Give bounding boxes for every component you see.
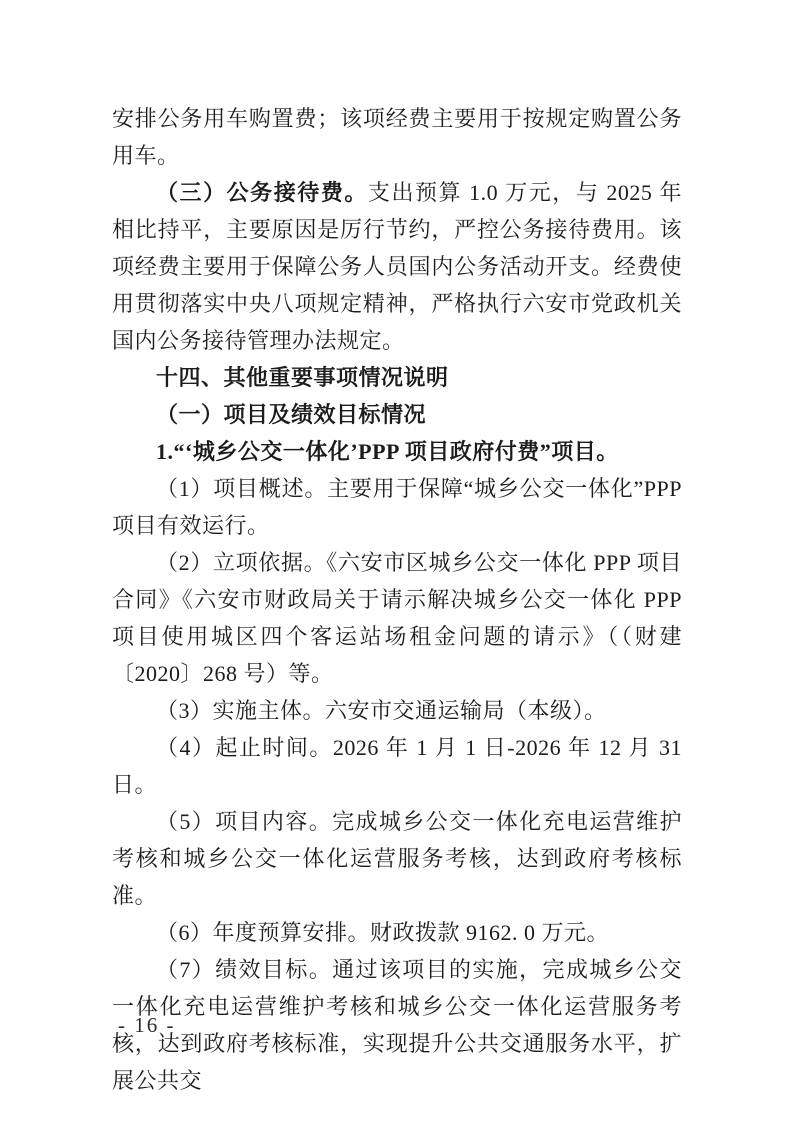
paragraph-text: （4）起止时间。2026 年 1 月 1 日-2026 年 12 月 31 日。 bbox=[112, 735, 682, 797]
heading-subsection-1-project-performance-goals bbox=[112, 396, 682, 433]
paragraph-text: （7）绩效目标。通过该项目的实施，完成城乡公交一体化充电运营维护考核和城乡公交一体化运营服务考核，达到政府考核标准，实现提升公共交通服务水平，扩展公共交 bbox=[112, 957, 682, 1093]
paragraph-text: 安排公务用车购置费；该项经费主要用于按规定购置公务用车。 bbox=[112, 106, 682, 168]
page-number: - 16 - bbox=[118, 1013, 176, 1037]
paragraph-text: （3）实施主体。六安市交通运输局（本级）。 bbox=[156, 698, 607, 723]
paragraph-bold-lead: （三）公务接待费。 bbox=[156, 180, 368, 205]
paragraph-implementing-body bbox=[112, 692, 682, 729]
paragraph-vehicle-purchase-continuation bbox=[112, 100, 682, 174]
heading-text: 1.“‘城乡公交一体化’PPP 项目政府付费”项目。 bbox=[156, 439, 619, 464]
heading-text: 十四、其他重要事项情况说明 bbox=[156, 365, 449, 390]
paragraph-project-overview bbox=[112, 470, 682, 544]
heading-section-14-other-important-matters bbox=[112, 359, 682, 396]
paragraph-text: 支出预算 1.0 万元，与 2025 年相比持平，主要原因是厉行节约，严控公务接待费用。该项经费主要用于保障公务人员国内公务活动开支。经费使用贯彻落实中央八项规定精神，严格执行六安市党政机关国内公务接待管理办法规定。 bbox=[112, 180, 682, 353]
paragraph-annual-budget-arrangement bbox=[112, 914, 682, 951]
paragraph-text: （5）项目内容。完成城乡公交一体化充电运营维护考核和城乡公交一体化运营服务考核，达到政府考核标准。 bbox=[112, 809, 682, 908]
heading-project-ppp-government-payment bbox=[112, 433, 682, 470]
paragraph-official-reception-fee bbox=[112, 174, 682, 359]
paragraph-project-content bbox=[112, 803, 682, 914]
paragraph-time-period bbox=[112, 729, 682, 803]
heading-text: （一）项目及绩效目标情况 bbox=[156, 402, 427, 427]
paragraph-text: （1）项目概述。主要用于保障“城乡公交一体化”PPP 项目有效运行。 bbox=[112, 476, 682, 538]
paragraph-text: （6）年度预算安排。财政拨款 9162. 0 万元。 bbox=[156, 920, 610, 945]
paragraph-text: （2）立项依据。《六安市区城乡公交一体化 PPP 项目合同》《六安市财政局关于请示解决城乡公交一体化 PPP 项目使用城区四个客运站场租金问题的请示》（（财建〔2020〕268 号）等。 bbox=[112, 550, 682, 686]
paragraph-performance-goal bbox=[112, 951, 682, 1099]
paragraph-project-basis bbox=[112, 544, 682, 692]
page-body-text bbox=[112, 100, 682, 1099]
